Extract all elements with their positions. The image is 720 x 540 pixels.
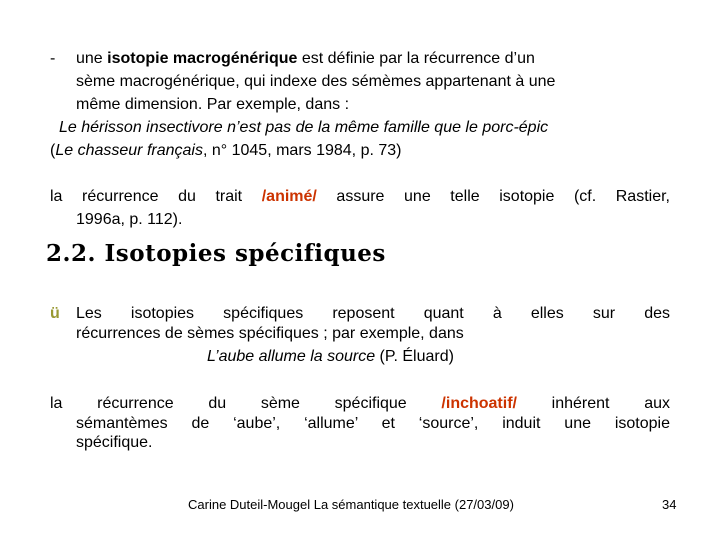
- animate-recurrence-line-1: [50, 185, 670, 208]
- inchoative-text-pre: la récurrence du sème spécifique: [50, 395, 442, 412]
- example-quote-eluard: [207, 345, 454, 368]
- macro-isotopy-line-3: même dimension. Par exemple, dans :: [76, 96, 350, 113]
- check-bullet: ü: [50, 305, 60, 322]
- eluard-author: (P. Éluard): [375, 348, 454, 365]
- macro-isotopy-line-1: [76, 47, 670, 70]
- inchoative-line-3: spécifique.: [76, 434, 153, 451]
- page-number: 34: [662, 497, 677, 512]
- macro-term: isotopie macrogénérique: [107, 50, 298, 67]
- animate-feature: /animé/: [261, 188, 317, 205]
- source-details: , n° 1045, mars 1984, p. 73): [202, 142, 402, 159]
- specific-isotopy-line-2: récurrences de sèmes spécifiques ; par exemple, dans: [76, 325, 464, 342]
- dash-bullet: -: [50, 50, 56, 67]
- inchoative-feature: /inchoatif/: [441, 395, 517, 412]
- footer-citation: Carine Duteil-Mougel La sémantique textuelle (27/03/09): [188, 497, 514, 512]
- specific-isotopy-line-1: Les isotopies spécifiques reposent quant à elles sur des: [76, 305, 670, 322]
- inchoative-line-2: sémantèmes de ‘aube’, ‘allume’ et ‘source’, induit une isotopie: [76, 415, 670, 432]
- source-open-paren: (: [50, 142, 56, 159]
- macro-isotopy-line-2: sème macrogénérique, qui indexe des sémèmes appartenant à une: [76, 73, 556, 90]
- eluard-quote: L’aube allume la source: [207, 348, 376, 365]
- example-quote-herisson: Le hérisson insectivore n’est pas de la même famille que le porc-épic: [59, 119, 549, 136]
- example-source: [50, 139, 401, 162]
- macro-text-pre: une: [76, 50, 108, 67]
- source-title: Le chasseur français: [55, 142, 203, 159]
- animate-text-pre: la récurrence du trait: [50, 188, 262, 205]
- section-heading: 2.2. Isotopies spécifiques: [46, 240, 386, 267]
- animate-recurrence-line-2: 1996a, p. 112).: [76, 211, 183, 228]
- macro-text-post: est définie par la récurrence d’un: [297, 50, 535, 67]
- animate-text-post: assure une telle isotopie (cf. Rastier,: [316, 188, 670, 205]
- inchoative-text-post: inhérent aux: [516, 395, 671, 412]
